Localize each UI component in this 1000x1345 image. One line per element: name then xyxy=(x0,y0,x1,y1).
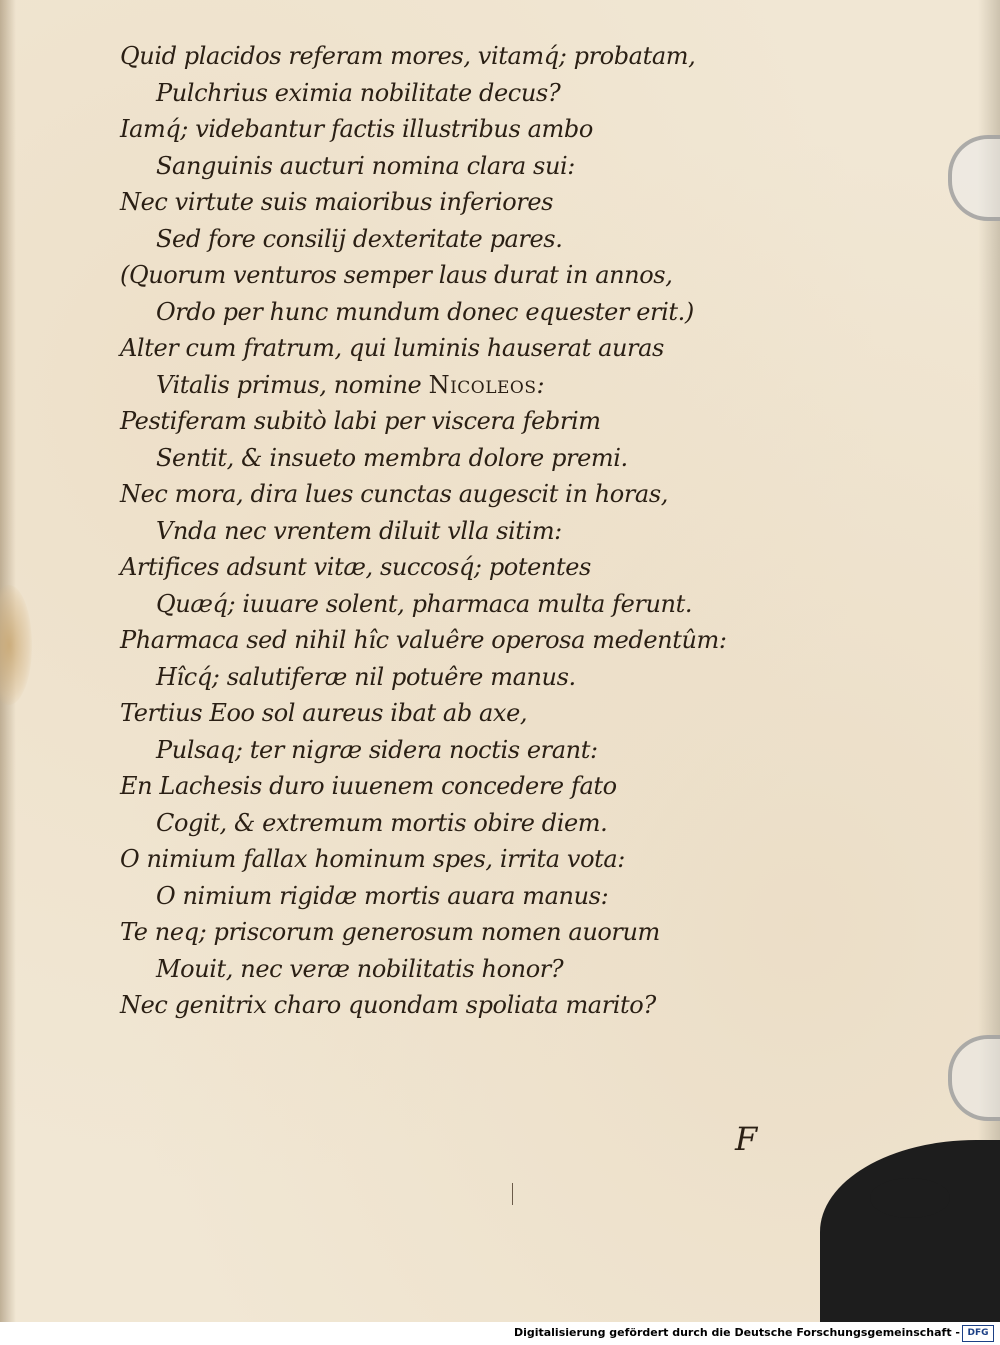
poem-line xyxy=(120,38,740,75)
poem-line-text: Tertius Eoo sol aureus ibat ab axe, xyxy=(120,699,528,727)
torn-corner xyxy=(820,1140,1000,1322)
poem-line xyxy=(120,987,740,1024)
poem-line-text: O nimium fallax hominum spes, irrita vota: xyxy=(120,845,625,873)
poem-line xyxy=(120,951,740,988)
poem-line-text: Quæq́; iuuare solent, pharmaca multa ferunt. xyxy=(156,589,693,618)
poem-line xyxy=(120,768,740,805)
poem-line-text: Te neq; priscorum generosum nomen auorum xyxy=(120,918,660,946)
poem-line-text: (Quorum venturos semper laus durat in annos, xyxy=(120,261,673,289)
poem-line xyxy=(120,440,740,477)
poem-name-smallcaps: Nicoleos xyxy=(428,370,537,399)
poem-text xyxy=(120,38,740,1024)
poem-line xyxy=(120,367,740,404)
poem-line xyxy=(120,148,740,185)
poem-line-text: Quid placidos referam mores, vitamq́; probatam, xyxy=(120,42,696,70)
poem-line-text: Cogit, & extremum mortis obire diem. xyxy=(156,808,608,837)
poem-line-text: Sentit, & insueto membra dolore premi. xyxy=(156,443,628,472)
poem-line xyxy=(120,513,740,550)
poem-line xyxy=(120,695,740,732)
poem-line xyxy=(120,257,740,294)
funding-credit: Digitalisierung gefördert durch die Deutsche Forschungsgemeinschaft - xyxy=(513,1326,960,1339)
poem-line-punctuation: : xyxy=(536,370,545,399)
poem-line-text: Nec mora, dira lues cunctas augescit in horas, xyxy=(120,480,668,508)
poem-line-text: Vnda nec vrentem diluit vlla sitim: xyxy=(156,516,562,545)
poem-line-text: Iamq́; videbantur factis illustribus ambo xyxy=(120,115,593,143)
poem-line-text: Nec genitrix charo quondam spoliata marito? xyxy=(120,991,656,1019)
poem-line xyxy=(120,111,740,148)
poem-line-text: O nimium rigidæ mortis auara manus: xyxy=(156,881,609,910)
poem-line-text: Alter cum fratrum, qui luminis hauserat auras xyxy=(120,334,664,362)
poem-line xyxy=(120,184,740,221)
poem-line xyxy=(120,659,740,696)
poem-line-text: Vitalis primus, nomine xyxy=(156,370,429,399)
poem-line xyxy=(120,841,740,878)
poem-line xyxy=(120,586,740,623)
poem-line xyxy=(120,476,740,513)
poem-line-text: Sed fore consilij dexteritate pares. xyxy=(156,224,563,253)
poem-line-text: Pulchrius eximia nobilitate decus? xyxy=(156,78,561,107)
poem-line-text: Nec virtute suis maioribus inferiores xyxy=(120,188,554,216)
poem-line-text: Pestiferam subitò labi per viscera febrim xyxy=(120,407,601,435)
paper-stain xyxy=(0,585,32,705)
poem-line xyxy=(120,549,740,586)
poem-line-text: Pulsaq; ter nigræ sidera noctis erant: xyxy=(156,735,598,764)
poem-line-text: Sanguinis aucturi nomina clara sui: xyxy=(156,151,575,180)
printer-mark xyxy=(512,1183,513,1205)
poem-line-text: Ordo per hunc mundum donec equester erit.) xyxy=(156,297,694,326)
poem-line-text: Mouit, nec veræ nobilitatis honor? xyxy=(156,954,564,983)
poem-line xyxy=(120,732,740,769)
poem-line xyxy=(120,221,740,258)
poem-line xyxy=(120,294,740,331)
digitization-footer xyxy=(0,1322,1000,1345)
poem-line xyxy=(120,75,740,112)
poem-line-text: Artifices adsunt vitæ, succosq́; potentes xyxy=(120,553,591,581)
poem-line xyxy=(120,330,740,367)
poem-line xyxy=(120,622,740,659)
poem-line xyxy=(120,878,740,915)
poem-line xyxy=(120,914,740,951)
dfg-logo: DFG xyxy=(962,1325,994,1342)
page-clip-bottom xyxy=(948,1035,1000,1121)
poem-line-text: Hîcq́; salutiferæ nil potuêre manus. xyxy=(156,662,576,691)
poem-line xyxy=(120,403,740,440)
poem-line-text: Pharmaca sed nihil hîc valuêre operosa medentûm: xyxy=(120,626,727,654)
torn-corner-edge xyxy=(870,1178,950,1218)
page-clip-top xyxy=(948,135,1000,221)
poem-line-text: En Lachesis duro iuuenem concedere fato xyxy=(120,772,617,800)
poem-line xyxy=(120,805,740,842)
signature-mark: F xyxy=(735,1120,758,1158)
